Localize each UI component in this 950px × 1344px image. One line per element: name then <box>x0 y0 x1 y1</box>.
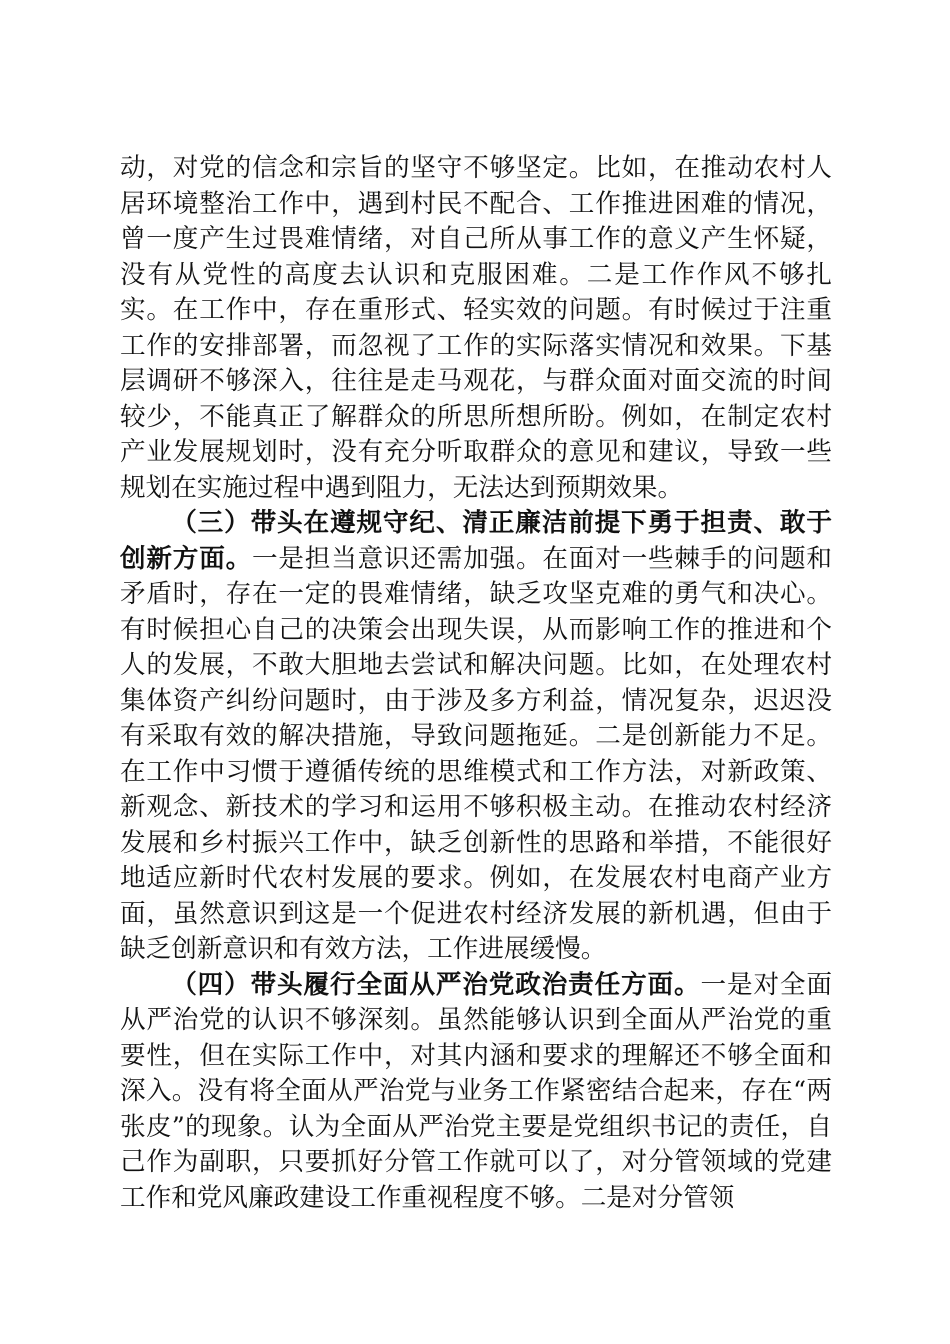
paragraph-continuation <box>120 151 832 506</box>
section-4-heading: （四）带头履行全面从严治党政治责任方面。 <box>171 969 701 1000</box>
section-3-heading: （三）带头在遵规守纪、清正廉洁前提下勇于担责、敢于创新方面。 <box>120 508 832 574</box>
paragraph-body: 动，对党的信念和宗旨的坚守不够坚定。比如，在推动农村人居环境整治工作中，遇到村民不配合、工作推进困难的情况，曾一度产生过畏难情绪，对自己所从事工作的意义产生怀疑，没有从党性的高度去认识和克服困难。二是工作作风不够扎实。在工作中，存在重形式、轻实效的问题。有时候过于注重工作的安排部署，而忽视了工作的实际落实情况和效果。下基层调研不够深入，往往是走马观花，与群众面对面交流的时间较少，不能真正了解群众的所思所想所盼。例如，在制定农村产业发展规划时，没有充分听取群众的意见和建议，导致一些规划在实施过程中遇到阻力，无法达到预期效果。 <box>120 153 832 503</box>
paragraph-body: 一是对全面从严治党的认识不够深刻。虽然能够认识到全面从严治党的重要性，但在实际工作中，对其内涵和要求的理解还不够全面和深入。没有将全面从严治党与业务工作紧密结合起来，存在“两张皮”的现象。认为全面从严治党主要是党组织书记的责任，自己作为副职，只要抓好分管工作就可以了，对分管领域的党建工作和党风廉政建设工作重视程度不够。二是对分管领 <box>120 969 832 1213</box>
paragraph-section-4 <box>120 968 832 1217</box>
paragraph-body: 一是担当意识还需加强。在面对一些棘手的问题和矛盾时，存在一定的畏难情绪，缺乏攻坚克难的勇气和决心。有时候担心自己的决策会出现失误，从而影响工作的推进和个人的发展，不敢大胆地去尝试和解决问题。比如，在处理农村集体资产纠纷问题时，由于涉及多方利益，情况复杂，迟迟没有采取有效的解决措施，导致问题拖延。二是创新能力不足。在工作中习惯于遵循传统的思维模式和工作方法，对新政策、新观念、新技术的学习和运用不够积极主动。在推动农村经济发展和乡村振兴工作中，缺乏创新性的思路和举措，不能很好地适应新时代农村发展的要求。例如，在发展农村电商产业方面，虽然意识到这是一个促进农村经济发展的新机遇，但由于缺乏创新意识和有效方法，工作进展缓慢。 <box>120 543 832 964</box>
paragraph-section-3 <box>120 506 832 968</box>
document-body <box>120 151 832 1216</box>
